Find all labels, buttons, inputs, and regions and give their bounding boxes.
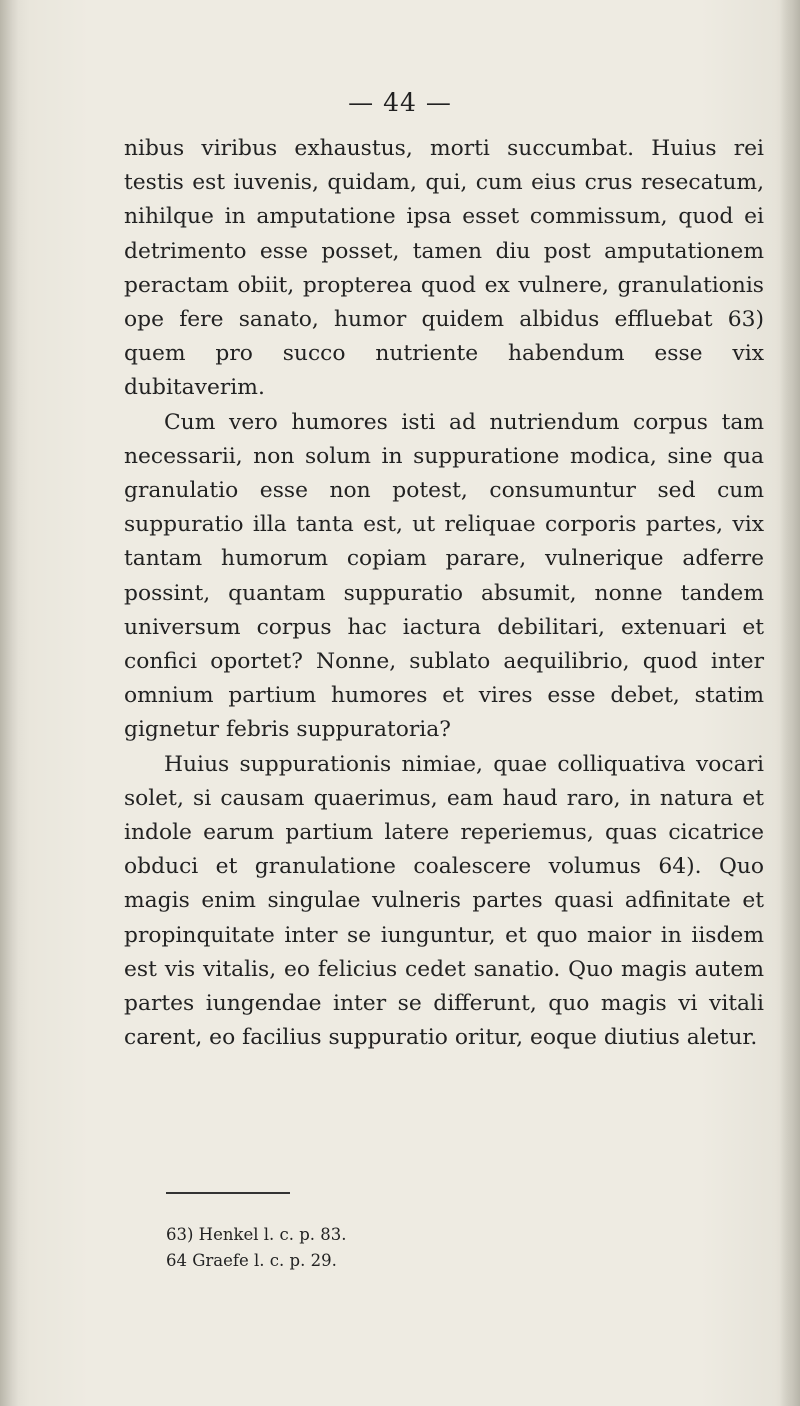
footnote-divider — [166, 1192, 290, 1194]
footnote-63: 63) Henkel l. c. p. 83. — [166, 1225, 347, 1244]
paragraph-2: Cum vero humores isti ad nutriendum corpus tam necessarii, non solum in suppuratione modica, sine qua granulatio esse non potest, consumuntur sed cum suppuratio illa tanta est, ut reliquae corporis partes, vix tantam humorum copiam parare, vulnerique adferre possint, quantam suppuratio absumit, nonne tandem universum corpus hac iactura debilitari, extenuari et confici oportet? Nonne, sublato aequilibrio, quod inter omnium partium humores et vires esse debet, statim gignetur febris suppuratoria? — [124, 409, 764, 743]
footnote-64: 64 Graefe l. c. p. 29. — [166, 1251, 337, 1270]
footnotes — [166, 1222, 566, 1274]
paragraph-1: nibus viribus exhaustus, morti succumbat. Huius rei testis est iuvenis, quidam, qui, cum eius crus resecatum, nihilque in amputatione ipsa esset commissum, quod ei detrimento esse posset, tamen diu post amputationem peractam obiit, propterea quod ex vulnere, granulationis ope fere sanato, humor quidem albidus effluebat 63) quem pro succo nutriente habendum esse vix dubitaverim. — [124, 136, 764, 401]
body-text — [124, 132, 764, 1055]
page-edge — [780, 0, 800, 1406]
binding-shadow — [0, 0, 18, 1406]
page-number: — 44 — — [348, 88, 452, 117]
paragraph-3: Huius suppurationis nimiae, quae colliquativa vocari solet, si causam quaerimus, eam haud raro, in natura et indole earum partium latere reperiemus, quas cicatrice obduci et granulatione coalescere volumus 64). Quo magis enim singulae vulneris partes quasi adfinitate et propinquitate inter se iunguntur, et quo maior in iisdem est vis vitalis, eo felicius cedet sanatio. Quo magis autem partes iungendae inter se differunt, quo magis vi vitali carent, eo facilius suppuratio oritur, eoque diutius aletur. — [124, 751, 764, 1051]
